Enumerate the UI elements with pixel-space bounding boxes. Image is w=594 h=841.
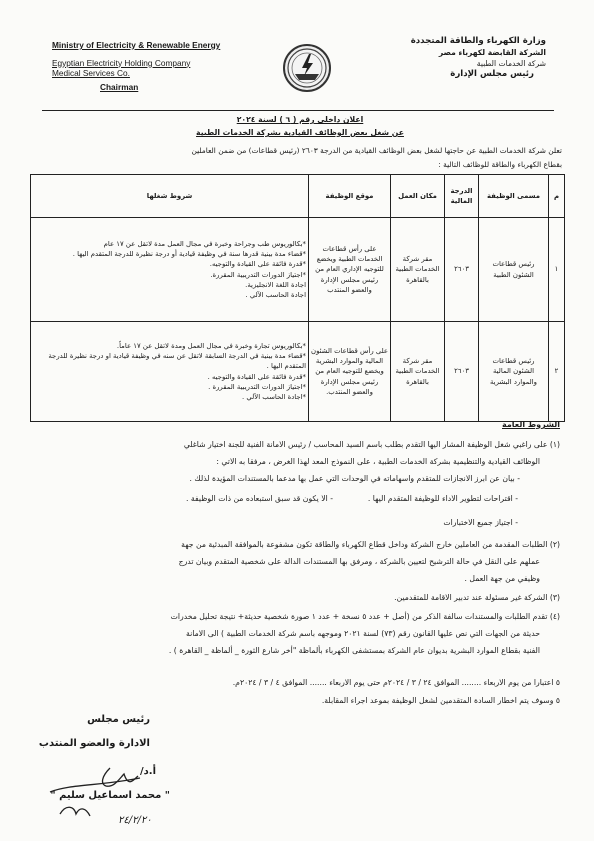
attachment-item-3-text: - الا يكون قد سبق استبعاده من ذات الوظيفة . <box>185 494 333 503</box>
signatory-name: " محمد اسماعيل سليم " <box>50 790 170 801</box>
row-title: رئيس قطاعات الشئون الطبية <box>479 218 549 322</box>
row-location: على رأس قطاعات الخدمات الطبية ويخضع للتوجيه الإداري العام من رئيس مجلس الإدارة والعضو المنتدب <box>309 218 391 322</box>
attachment-item-2-text: - اقتراحات لتطوير الاداء للوظيفة المتقدم اليها . <box>367 494 518 503</box>
condition-item: *اجادة الحاسب الآلي . <box>242 393 306 402</box>
col-header-number: م <box>549 175 565 218</box>
announcement-subtitle: عن شغل بعض الوظائف القيادية بشركة الخدمات الطبية <box>196 128 404 137</box>
signature-title-1: رئيس مجلس <box>87 714 150 725</box>
condition-item: *قضاء مدة بينية في الدرجة السابقة لاتقل عن سنه في وظيفة قيادية او درجة نظيرة للدرجة المتقدم اليها . <box>48 351 306 371</box>
submission-dates-note: ٥ اعتبارا من يوم الاربعاء ........ الموافق ٢٤ / ٣ / ٢٠٢٤م حتى يوم الاربعاء ....... الموافق ٤ / ٣ / ٢٠٢٤م. <box>232 678 560 687</box>
condition-item: اجادة الحاسب الآلي . <box>245 291 306 300</box>
condition-item: *اجتياز الدورات التدريبية المقررة . <box>208 382 306 391</box>
condition-2-line-c: وظيفي من جهة العمل . <box>464 574 540 583</box>
table-row <box>31 322 565 422</box>
intro-line-2: بقطاع الكهرباء والطاقة للوظائف التالية : <box>438 160 562 169</box>
row-place: مقر شركة الخدمات الطبية بالقاهرة <box>391 218 445 322</box>
condition-4-line-a: (٤) تقدم الطلبات والمستندات سالفة الذكر من (أصل + عدد ٥ نسخة + عدد ١ صورة شخصية حديثة+ نتيجة تحليل مخدرات <box>170 612 560 621</box>
condition-item: *بكالوريوس طب وجراحة وخبرة في مجال العمل مدة لاتقل عن ١٧ عام <box>103 239 306 248</box>
company-ar: الشركة القابضة لكهرباء مصر <box>438 48 546 57</box>
announcement-title: اعلان داخلى رقم ( ٦ ) لسنة ٢٠٢٤ <box>236 115 364 124</box>
row-grade: ٢٦٠٣ <box>445 322 479 422</box>
row-number: ٢ <box>549 322 565 422</box>
company-logo-icon <box>283 44 331 92</box>
medical-services-en: Medical Services Co. <box>52 68 130 78</box>
condition-item: *قدرة فائقة على القيادة والتوجيه. <box>209 260 306 269</box>
chairman-ar: رئيس مجلس الإدارة <box>450 69 534 79</box>
condition-1-line-a: (١) على راغبي شغل الوظيفة المشار اليها التقدم بطلب باسم السيد المحاسب / رئيس الامانة الفنية للجنة اختيار شاغلي <box>183 440 560 449</box>
attachment-item-2 <box>150 492 518 506</box>
medical-services-ar: شركة الخدمات الطبية <box>476 59 546 68</box>
condition-2-line-b: عملهم على النقل في حالة الترشيح لتعيين بالشركة ، ومرفق بها المستندات الدالة على شخصية المتقدم وبيان تدرج <box>178 557 540 566</box>
interview-notice: ٥ وسوف يتم اخطار السادة المتقدمين لشغل الوظيفة بموعد اجراء المقابلة. <box>321 696 560 705</box>
row-number: ١ <box>549 218 565 322</box>
col-header-location: موقع الوظيفة <box>309 175 391 218</box>
company-en: Egyptian Electricity Holding Company <box>52 57 191 68</box>
attachment-item-4: - اجتياز جميع الاختبارات <box>443 518 518 527</box>
english-letterhead <box>52 40 252 92</box>
col-header-grade: الدرجة المالية <box>445 175 479 218</box>
condition-item: *اجتياز الدورات التدريبية المقررة. <box>210 270 306 279</box>
condition-item: *قدرة فائقة على القيادة والتوجيه . <box>207 372 306 381</box>
table-header-row <box>31 175 565 218</box>
condition-item: *بكالوريوس تجارة وخبرة في مجال العمل ومدة لاتقل عن ١٧ عاماً. <box>116 341 306 350</box>
col-header-place: مكان العمل <box>391 175 445 218</box>
condition-4-line-c: الفنية بقطاع الموارد البشرية بديوان عام الشركة بمستشفى الكهرباء بألماظة "أخر شارع الثورة _ ألماظة _ القاهرة ) . <box>168 646 540 655</box>
header-divider <box>42 110 554 111</box>
row-conditions <box>31 322 309 422</box>
chairman-en: Chairman <box>100 81 139 92</box>
arabic-letterhead <box>356 36 546 80</box>
condition-1-line-b: الوظائف القيادية والتنظيمية بشركة الخدمات الطبية ، على النموذج المعد لهذا الغرض ، مرفقا به الاتي : <box>216 457 540 466</box>
intro-line-1: تعلن شركة الخدمات الطبية عن حاجتها لشغل بعض الوظائف القيادية من الدرجة ٢٦٠٣ (رئيس قطاعات) من ضمن العاملين <box>191 146 562 155</box>
col-header-conditions: شروط شغلها <box>31 175 309 218</box>
row-title: رئيس قطاعات الشئون المالية والموارد البشرية <box>479 322 549 422</box>
condition-2-line-a: (٢) الطلبات المقدمة من العاملين خارج الشركة وداخل قطاع الكهرباء والطاقة تكون مشفوعة بالموافقة المبدئية من جهة <box>181 540 560 549</box>
row-place: مقر شركة الخدمات الطبية بالقاهرة <box>391 322 445 422</box>
row-conditions <box>31 218 309 322</box>
general-conditions-heading: الشروط العامة <box>502 420 560 429</box>
signature-title-2: الادارة والعضو المنتدب <box>38 738 150 749</box>
col-header-title: مسمى الوظيفة <box>479 175 549 218</box>
condition-4-line-b: حديثة من الجهات التي نص عليها القانون رقم (٧٣) لسنة ٢٠٢١ وموجهه باسم شركة الخدمات الطبية ) الى الامانة <box>186 629 540 638</box>
condition-item: اجادة اللغة الانجليزية. <box>245 280 306 289</box>
attachment-item-1: - بيان عن ابرز الانجازات للمتقدم واسهاماته في الوحدات التي عمل بها مدعما بالمستندات المؤيدة لذلك . <box>189 474 520 483</box>
jobs-table <box>30 174 565 422</box>
table-row <box>31 218 565 322</box>
signature-date: ٢٤/٢/٢٠ <box>118 815 152 826</box>
signature-prefix: أ.د/ <box>139 766 156 777</box>
condition-item: *قضاء مدة بينية قدرها سنة في وظيفة قيادية أو درجة نظيرة للدرجة المتقدم اليها . <box>72 249 306 258</box>
row-grade: ٢٦٠٣ <box>445 218 479 322</box>
row-location: على رأس قطاعات الشئون المالية والموارد البشرية ويخضع للتوجيه العام من رئيس مجلس الإدارة والعضو المنتدب. <box>309 322 391 422</box>
ministry-en: Ministry of Electricity & Renewable Energy <box>52 40 221 50</box>
ministry-ar: وزارة الكهرباء والطاقة المتجددة <box>410 36 546 46</box>
condition-3: (٣) الشركة غير مسئولة عند تدبير الاقامة للمتقدمين. <box>394 593 560 602</box>
